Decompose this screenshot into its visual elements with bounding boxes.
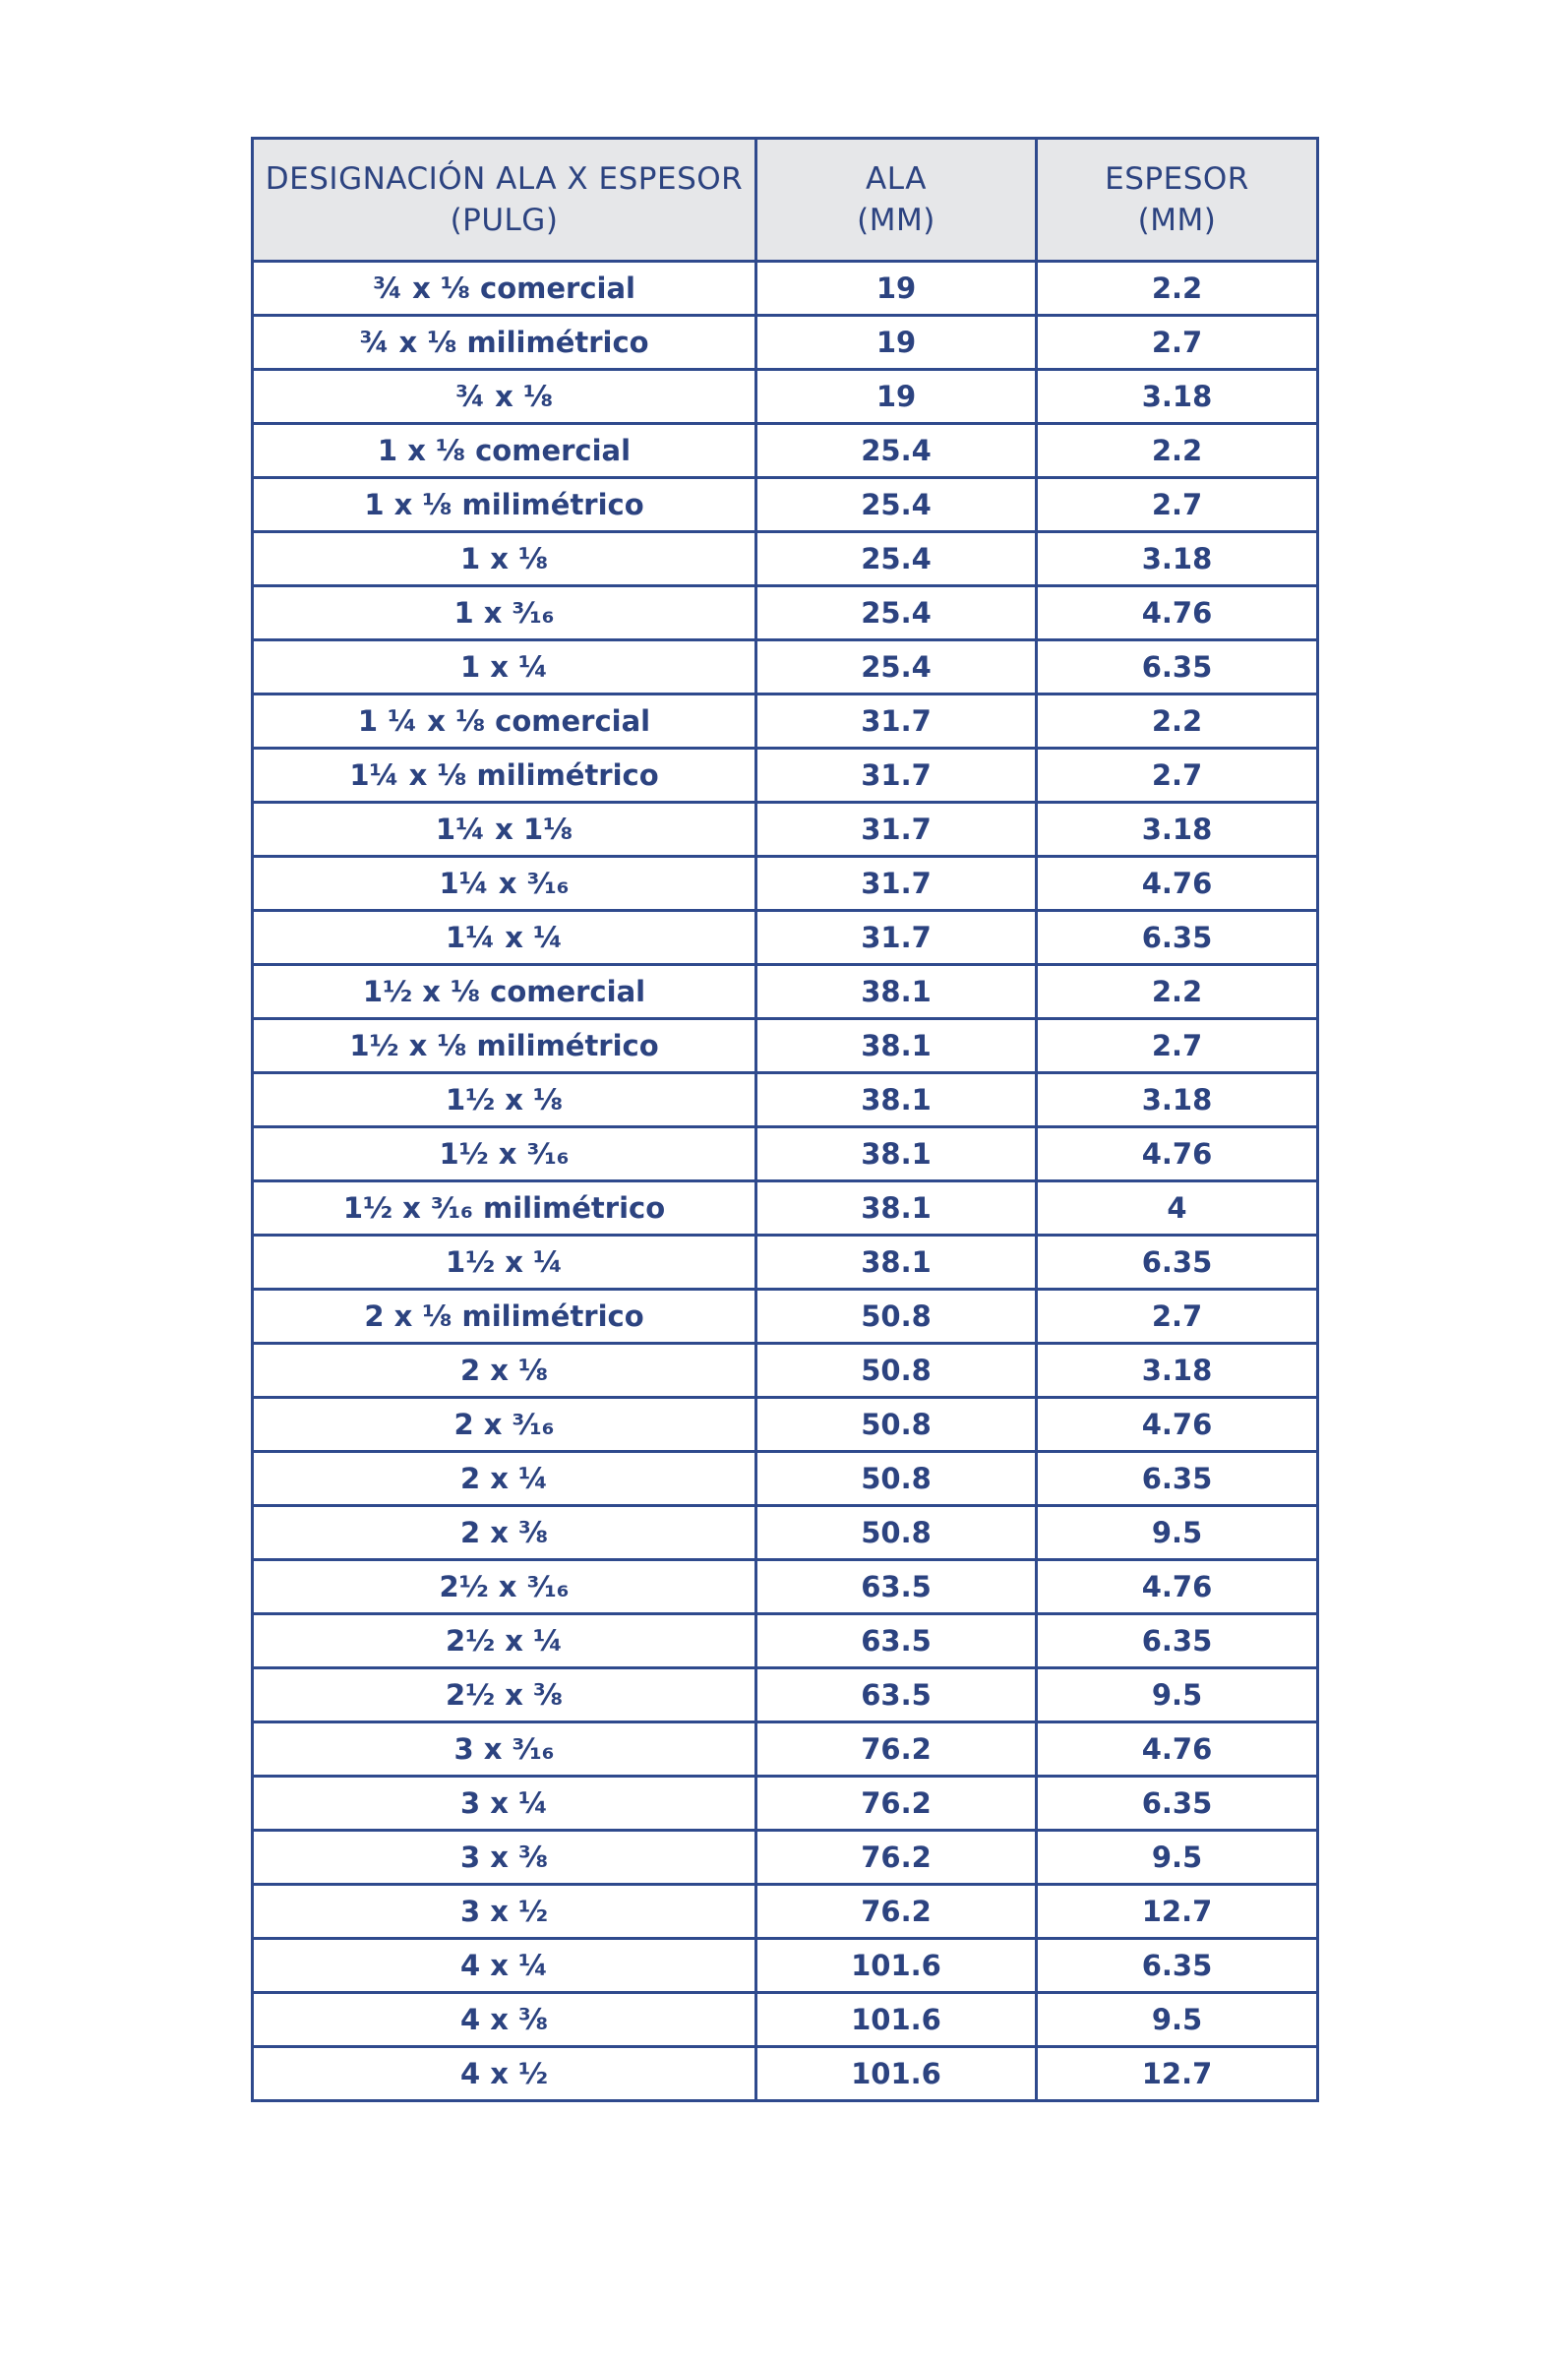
table-row — [253, 1236, 1318, 1290]
table-row — [253, 1560, 1318, 1614]
header-designation-line2: (PULG) — [450, 203, 559, 238]
table-row — [253, 2047, 1318, 2101]
designation-cell: 1¼ x 1⅛ — [253, 803, 756, 857]
espesor-cell: 4.76 — [1037, 1398, 1318, 1452]
table-row — [253, 694, 1318, 749]
espesor-cell: 9.5 — [1037, 1831, 1318, 1885]
table-row — [253, 640, 1318, 694]
designation-cell: 1½ x ³⁄₁₆ — [253, 1127, 756, 1181]
designation-cell: 2 x ⅛ milimétrico — [253, 1290, 756, 1344]
table-row — [253, 1452, 1318, 1506]
designation-cell: 2 x ⅛ — [253, 1344, 756, 1398]
espesor-cell: 2.7 — [1037, 1290, 1318, 1344]
table-row — [253, 316, 1318, 370]
ala-cell: 101.6 — [756, 1993, 1037, 2047]
espesor-cell: 4.76 — [1037, 1127, 1318, 1181]
table-row — [253, 1398, 1318, 1452]
espesor-cell: 3.18 — [1037, 370, 1318, 424]
ala-cell: 63.5 — [756, 1614, 1037, 1668]
table-row — [253, 1181, 1318, 1236]
ala-cell: 31.7 — [756, 803, 1037, 857]
designation-cell: ¾ x ⅛ — [253, 370, 756, 424]
ala-cell: 38.1 — [756, 1181, 1037, 1236]
ala-cell: 19 — [756, 370, 1037, 424]
ala-cell: 50.8 — [756, 1398, 1037, 1452]
ala-cell: 31.7 — [756, 857, 1037, 911]
header-espesor-line2: (MM) — [1137, 203, 1217, 238]
espesor-cell: 12.7 — [1037, 2047, 1318, 2101]
table-row — [253, 1344, 1318, 1398]
table-row — [253, 1885, 1318, 1939]
espesor-cell: 4.76 — [1037, 857, 1318, 911]
table-row — [253, 749, 1318, 803]
espesor-cell: 4.76 — [1037, 1722, 1318, 1777]
ala-cell: 31.7 — [756, 911, 1037, 965]
espesor-cell: 2.7 — [1037, 1019, 1318, 1073]
header-row — [253, 139, 1318, 262]
table-row — [253, 478, 1318, 532]
designation-cell: 1 x ⅛ comercial — [253, 424, 756, 478]
table-row — [253, 1668, 1318, 1722]
table-row — [253, 857, 1318, 911]
designation-cell: 2½ x ⅜ — [253, 1668, 756, 1722]
ala-cell: 101.6 — [756, 1939, 1037, 1993]
table-row — [253, 262, 1318, 316]
espesor-cell: 2.7 — [1037, 478, 1318, 532]
designation-cell: 1½ x ¼ — [253, 1236, 756, 1290]
designation-cell: 1¼ x ¼ — [253, 911, 756, 965]
espesor-cell: 12.7 — [1037, 1885, 1318, 1939]
espesor-cell: 6.35 — [1037, 1452, 1318, 1506]
table-row — [253, 1939, 1318, 1993]
espesor-cell: 6.35 — [1037, 911, 1318, 965]
espesor-cell: 4.76 — [1037, 586, 1318, 640]
table-row — [253, 424, 1318, 478]
ala-cell: 50.8 — [756, 1452, 1037, 1506]
espesor-cell: 9.5 — [1037, 1993, 1318, 2047]
designation-cell: 1¼ x ³⁄₁₆ — [253, 857, 756, 911]
designation-cell: 4 x ¼ — [253, 1939, 756, 1993]
designation-cell: 1 x ⅛ — [253, 532, 756, 586]
espesor-cell: 2.7 — [1037, 749, 1318, 803]
espesor-cell: 3.18 — [1037, 532, 1318, 586]
espesor-cell: 6.35 — [1037, 1939, 1318, 1993]
designation-cell: 2 x ⅜ — [253, 1506, 756, 1560]
ala-cell: 38.1 — [756, 1127, 1037, 1181]
table-row — [253, 911, 1318, 965]
designation-cell: 1 x ⅛ milimétrico — [253, 478, 756, 532]
ala-cell: 25.4 — [756, 424, 1037, 478]
table-row — [253, 532, 1318, 586]
designation-cell: 2½ x ³⁄₁₆ — [253, 1560, 756, 1614]
espesor-cell: 3.18 — [1037, 1073, 1318, 1127]
table-row — [253, 1506, 1318, 1560]
designation-cell: 1½ x ³⁄₁₆ milimétrico — [253, 1181, 756, 1236]
espesor-cell: 2.2 — [1037, 424, 1318, 478]
ala-cell: 63.5 — [756, 1668, 1037, 1722]
designation-cell: 2 x ³⁄₁₆ — [253, 1398, 756, 1452]
header-designation — [253, 139, 756, 262]
ala-cell: 38.1 — [756, 1073, 1037, 1127]
ala-cell: 101.6 — [756, 2047, 1037, 2101]
designation-cell: 3 x ³⁄₁₆ — [253, 1722, 756, 1777]
espesor-cell: 4 — [1037, 1181, 1318, 1236]
table-row — [253, 1777, 1318, 1831]
ala-cell: 19 — [756, 316, 1037, 370]
espesor-cell: 6.35 — [1037, 1777, 1318, 1831]
table-row — [253, 965, 1318, 1019]
ala-cell: 25.4 — [756, 586, 1037, 640]
header-designation-line1: DESIGNACIÓN ALA X ESPESOR — [265, 161, 744, 197]
designation-cell: 1¼ x ⅛ milimétrico — [253, 749, 756, 803]
ala-cell: 50.8 — [756, 1506, 1037, 1560]
ala-cell: 38.1 — [756, 1019, 1037, 1073]
table-row — [253, 370, 1318, 424]
table-header — [253, 139, 1318, 262]
table-row — [253, 1019, 1318, 1073]
espesor-cell: 2.7 — [1037, 316, 1318, 370]
designation-cell: ¾ x ⅛ comercial — [253, 262, 756, 316]
designation-cell: 1 ¼ x ⅛ comercial — [253, 694, 756, 749]
ala-cell: 63.5 — [756, 1560, 1037, 1614]
table-row — [253, 1073, 1318, 1127]
ala-cell: 76.2 — [756, 1885, 1037, 1939]
ala-cell: 25.4 — [756, 532, 1037, 586]
header-ala — [756, 139, 1037, 262]
ala-cell: 31.7 — [756, 694, 1037, 749]
ala-cell: 50.8 — [756, 1290, 1037, 1344]
espesor-cell: 4.76 — [1037, 1560, 1318, 1614]
ala-cell: 38.1 — [756, 1236, 1037, 1290]
ala-cell: 19 — [756, 262, 1037, 316]
designation-cell: 1½ x ⅛ — [253, 1073, 756, 1127]
espesor-cell: 2.2 — [1037, 694, 1318, 749]
header-espesor-line1: ESPESOR — [1105, 161, 1249, 197]
angle-spec-table — [251, 137, 1319, 2102]
espesor-cell: 2.2 — [1037, 262, 1318, 316]
table-row — [253, 586, 1318, 640]
table-row — [253, 1290, 1318, 1344]
espesor-cell: 9.5 — [1037, 1668, 1318, 1722]
espesor-cell: 9.5 — [1037, 1506, 1318, 1560]
designation-cell: ¾ x ⅛ milimétrico — [253, 316, 756, 370]
ala-cell: 25.4 — [756, 478, 1037, 532]
ala-cell: 76.2 — [756, 1831, 1037, 1885]
ala-cell: 50.8 — [756, 1344, 1037, 1398]
designation-cell: 3 x ⅜ — [253, 1831, 756, 1885]
table-row — [253, 1127, 1318, 1181]
table-row — [253, 1993, 1318, 2047]
espesor-cell: 3.18 — [1037, 1344, 1318, 1398]
ala-cell: 25.4 — [756, 640, 1037, 694]
designation-cell: 1½ x ⅛ comercial — [253, 965, 756, 1019]
header-espesor — [1037, 139, 1318, 262]
ala-cell: 76.2 — [756, 1777, 1037, 1831]
header-ala-line1: ALA — [866, 161, 927, 197]
espesor-cell: 2.2 — [1037, 965, 1318, 1019]
header-ala-line2: (MM) — [857, 203, 935, 238]
ala-cell: 38.1 — [756, 965, 1037, 1019]
designation-cell: 1 x ³⁄₁₆ — [253, 586, 756, 640]
table-row — [253, 1831, 1318, 1885]
ala-cell: 76.2 — [756, 1722, 1037, 1777]
espesor-cell: 6.35 — [1037, 1236, 1318, 1290]
espesor-cell: 6.35 — [1037, 1614, 1318, 1668]
table-row — [253, 1722, 1318, 1777]
table-body — [253, 262, 1318, 2101]
espesor-cell: 3.18 — [1037, 803, 1318, 857]
table-row — [253, 1614, 1318, 1668]
table-row — [253, 803, 1318, 857]
designation-cell: 4 x ½ — [253, 2047, 756, 2101]
designation-cell: 3 x ¼ — [253, 1777, 756, 1831]
designation-cell: 4 x ⅜ — [253, 1993, 756, 2047]
espesor-cell: 6.35 — [1037, 640, 1318, 694]
ala-cell: 31.7 — [756, 749, 1037, 803]
designation-cell: 3 x ½ — [253, 1885, 756, 1939]
designation-cell: 1 x ¼ — [253, 640, 756, 694]
designation-cell: 2 x ¼ — [253, 1452, 756, 1506]
designation-cell: 1½ x ⅛ milimétrico — [253, 1019, 756, 1073]
designation-cell: 2½ x ¼ — [253, 1614, 756, 1668]
